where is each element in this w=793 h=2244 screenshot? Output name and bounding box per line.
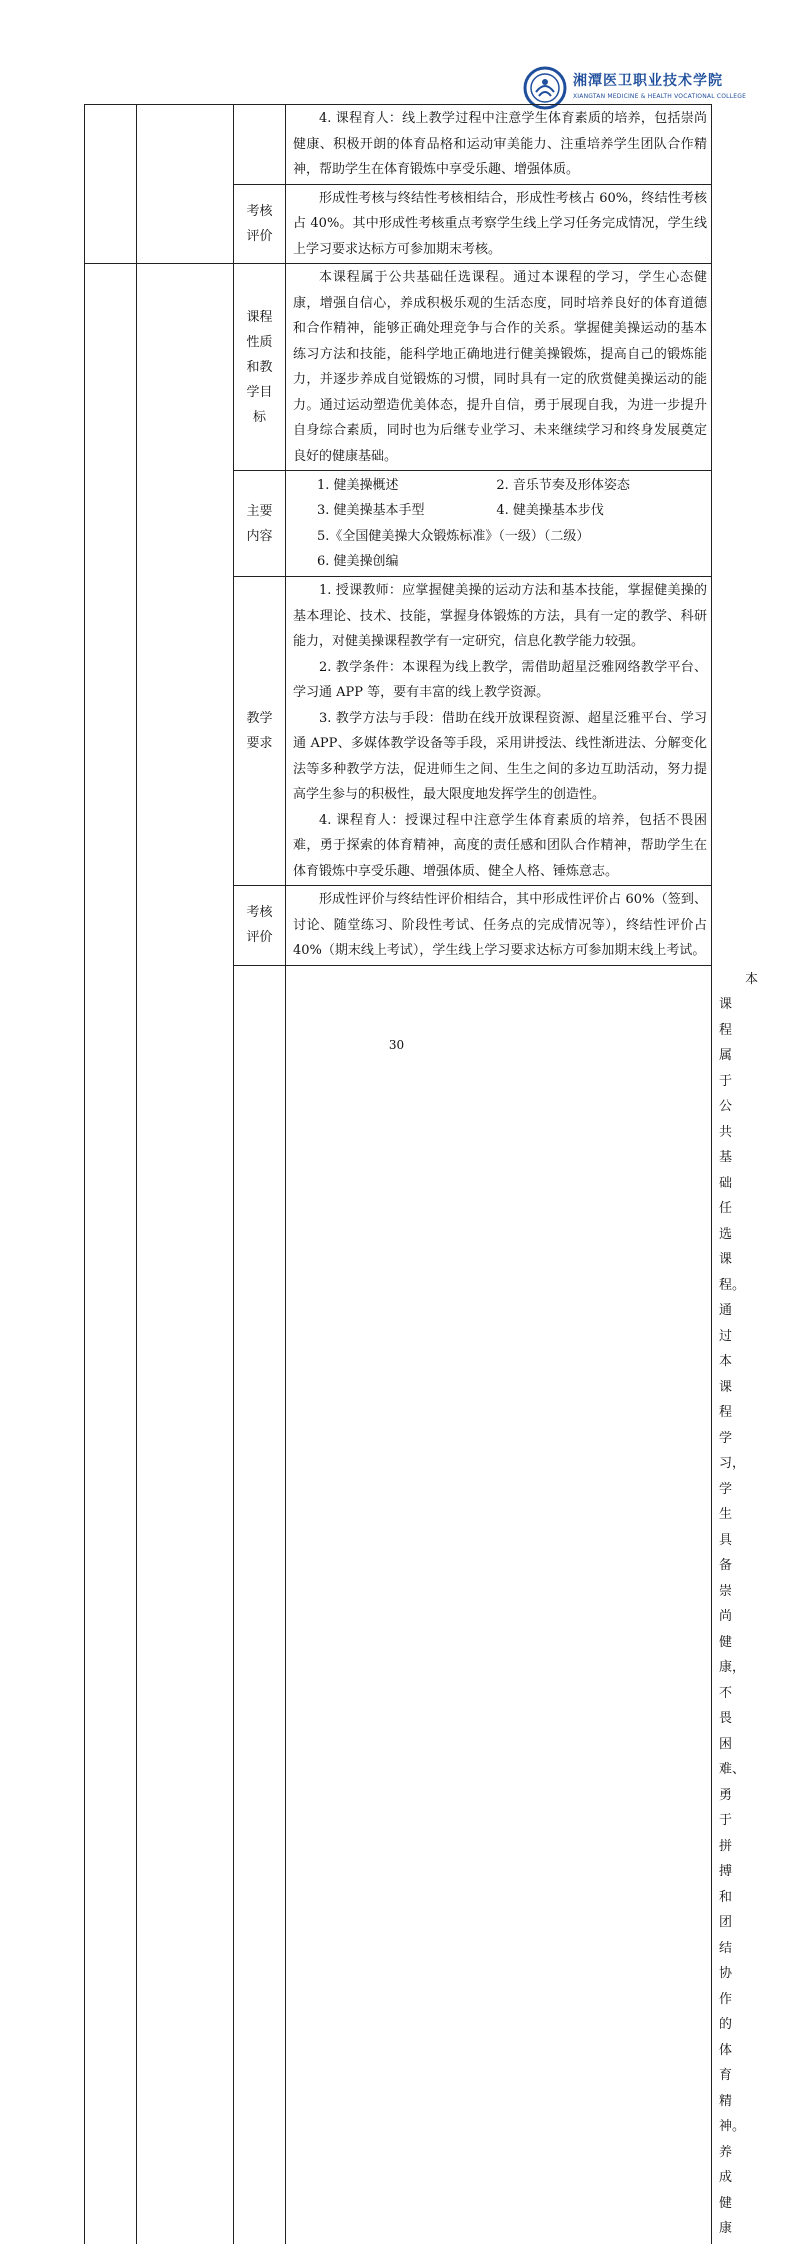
list-item: 1. 健美操概述 bbox=[317, 473, 496, 499]
content-cell: 形成性评价与终结性评价相结合，其中形成性评价占 60%（签到、讨论、随堂练习、阶段性考试、任务点的完成情况等），终结性评价占 40%（期末线上考试），学生线上学习要求达标方可参加期末线上考试。 bbox=[286, 886, 712, 966]
table-row: 本课程属于公共基础任选课程。通过本课程学习，学生具备崇尚健康，不畏困难、勇于拼搏和团结协作的体育精神。养成健康 bbox=[85, 965, 712, 2244]
course-number bbox=[85, 264, 137, 2244]
prev-label-cell bbox=[234, 105, 286, 185]
content-cell bbox=[286, 471, 712, 577]
curriculum-table bbox=[84, 104, 712, 2244]
row-label: 考核 评价 bbox=[234, 184, 286, 264]
row-label: 教学 要求 bbox=[234, 577, 286, 886]
list-item: 5.《全国健美操大众锻炼标准》（一级）（二级） bbox=[293, 524, 707, 550]
course-name bbox=[286, 965, 712, 2244]
list-item: 2. 音乐节奏及形体姿态 bbox=[496, 473, 707, 499]
list-item: 4. 健美操基本步伐 bbox=[496, 498, 707, 524]
list-item: 6. 健美操创编 bbox=[293, 549, 707, 575]
prev-no-cell bbox=[85, 105, 137, 264]
content-cell: 4. 课程育人：线上教学过程中注意学生体育素质的培养，包括崇尚健康、积极开朗的体育品格和运动审美能力、注重培养学生团队合作精神，帮助学生在体育锻炼中享受乐趣、增强体质。 bbox=[286, 105, 712, 185]
row-label: 考核 评价 bbox=[234, 886, 286, 966]
content-cell: 本课程属于公共基础任选课程。通过本课程的学习，学生心态健康，增强自信心，养成积极乐观的生活态度，同时培养良好的体育道德和合作精神，能够正确处理竞争与合作的关系。掌握健美操运动的基本练习方法和技能，能科学地正确地进行健美操锻炼，提高自己的锻炼能力，并逐步养成自觉锻炼的习惯，同时具有一定的欣赏健美操运动的能力。通过运动塑造优美体态，提升自信，勇于展现自我，为进一步提升自身综合素质，同时也为后继专业学习、未来继续学习和终身发展奠定良好的健康基础。 bbox=[286, 264, 712, 471]
college-name: 湘潭医卫职业技术学院 bbox=[573, 70, 723, 90]
college-english-name: XIANGTAN MEDICINE & HEALTH VOCATIONAL COLLEGE bbox=[573, 93, 746, 100]
table-row bbox=[85, 264, 712, 471]
row-label: 主要 内容 bbox=[234, 471, 286, 577]
table-row bbox=[85, 105, 712, 185]
list-item: 3. 健美操基本手型 bbox=[317, 498, 496, 524]
content-cell: 1. 授课教师：应掌握健美操的运动方法和基本技能，掌握健美操的基本理论、技术、技能，掌握身体锻炼的方法，具有一定的教学、科研能力，对健美操课程教学有一定研究，信息化教学能力较强。 2. 教学条件：本课程为线上教学，需借助超星泛雅网络教学平台、学习通 APP 等，要有丰富的线上教学资源。 3. 教学方法与手段：借助在线开放课程资源、超星泛雅平台、学习通 APP、多媒体教学设备等手段，采用讲授法、线性渐进法、分解变化法等多种教学方法，促进师生之间、生生之间的多边互助活动，努力提高学生参与的积极性，最大限度地发挥学生的创造性。 4. 课程育人：授课过程中注意学生体育素质的培养，包括不畏困难，勇于探索的体育精神，高度的责任感和团队合作精神，帮助学生在体育锻炼中享受乐趣、增强体质、健全人格、锤炼意志。 bbox=[286, 577, 712, 886]
course-name bbox=[137, 264, 234, 2244]
content-cell: 形成性考核与终结性考核相结合，形成性考核占 60%，终结性考核占 40%。其中形成性考核重点考察学生线上学习任务完成情况，学生线上学习要求达标方可参加期末考核。 bbox=[286, 184, 712, 264]
prev-name-cell bbox=[137, 105, 234, 264]
row-label: 课程 性质 和教 学目 标 bbox=[234, 264, 286, 471]
course-number bbox=[234, 965, 286, 2244]
page-number: 30 bbox=[0, 1038, 793, 1052]
